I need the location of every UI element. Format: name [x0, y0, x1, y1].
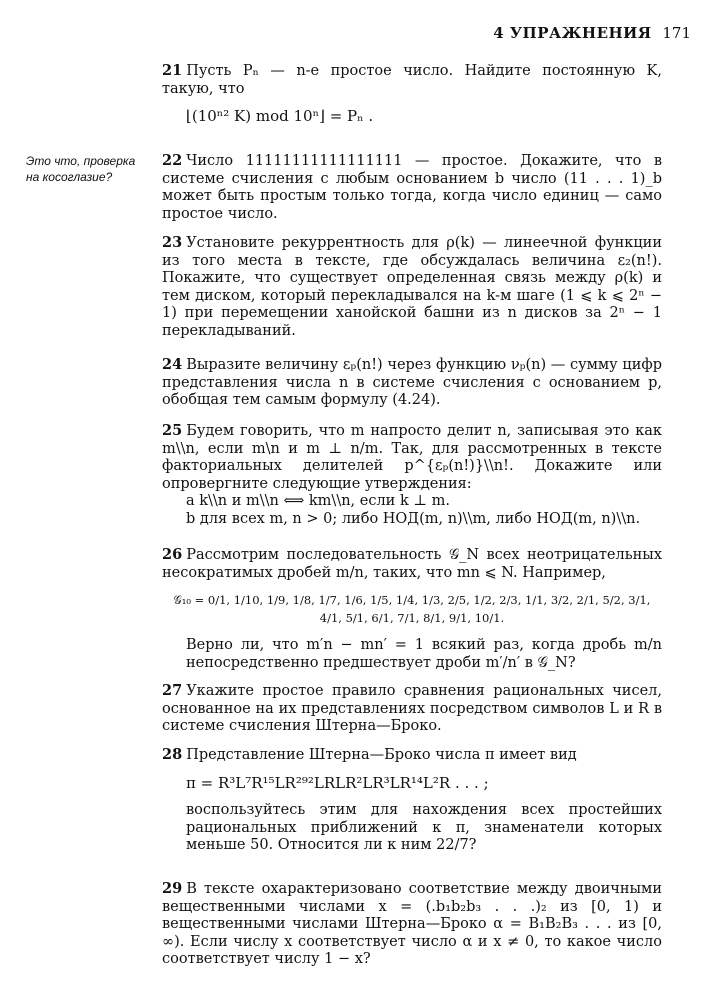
exercise-number: 24	[162, 356, 183, 373]
exercise-28	[162, 746, 662, 855]
exercise-continuation: Верно ли, что m′n − mn′ = 1 всякий раз, когда дробь m/n непосредственно предшествует дроби m′/n′ в 𝒢_N?	[186, 637, 662, 671]
exercise-25	[162, 422, 662, 529]
exercise-29	[162, 880, 662, 969]
exercise-text: Рассмотрим последовательность 𝒢_N всех неотрицательных несократимых дробей m/n, таких, что mn ⩽ N. Например,	[162, 547, 662, 581]
exercise-26	[162, 546, 662, 673]
exercise-text: Установите рекуррентность для ρ(k) — линеечной функции из того места в тексте, где обсуждалась величина ε₂(n!). Покажите, что существует определенная связь между ρ(k) и тем диском, который перекладывался на k-м шаге (1 ⩽ k ⩽ 2ⁿ − 1) при перемещении ханойской башни из n дисков за 2ⁿ − 1 перекладываний.	[162, 235, 662, 339]
item-a: a k\\n и m\\n ⟺ km\\n, если k ⊥ m.	[186, 493, 450, 510]
exercise-27	[162, 682, 662, 736]
page-number: 171	[662, 24, 691, 42]
exercise-text: Будем говорить, что m напросто делит n, записывая это как m\\n, если m\n и m ⊥ n/m. Так, для рассмотренных в тексте факториальных делителей p^{εₚ(n!)}\\n!. Докажите или опровергните следующие утверждения:	[162, 423, 662, 492]
margin-note: Это что, проверка на косоглазие?	[26, 154, 136, 184]
exercise-number: 23	[162, 234, 183, 251]
exercise-number: 26	[162, 546, 183, 563]
exercise-number: 27	[162, 682, 183, 699]
formula: ⌊(10ⁿ² K) mod 10ⁿ⌋ = Pₙ .	[186, 107, 374, 126]
exercise-number: 29	[162, 880, 183, 897]
exercise-number: 21	[162, 62, 183, 79]
exercise-number: 25	[162, 422, 183, 439]
exercise-text: Представление Штерна—Броко числа π имеет вид	[186, 747, 577, 763]
exercise-text: Укажите простое правило сравнения рациональных чисел, основанное на их представлениях посредством символов L и R в системе счисления Штерна—Броко.	[162, 683, 662, 735]
exercise-text: В тексте охарактеризовано соответствие между двоичными вещественными числами x = (.b₁b₂b₃ . . .)₂ из [0, 1) и вещественными числами Штерна—Броко α = B₁B₂B₃ . . . из [0, ∞). Если числу x соответствует число α и x ≠ 0, то какое число соответствует числу 1 − x?	[162, 881, 662, 968]
exercise-text: Выразите величину εₚ(n!) через функцию νₚ(n) — сумму цифр представления числа n в системе счисления с основанием p, обобщая тем самым формулу (4.24).	[162, 357, 662, 409]
exercise-21	[162, 62, 662, 136]
chapter-title: 4 УПРАЖНЕНИЯ	[493, 24, 652, 42]
exercise-23	[162, 234, 662, 341]
exercise-24	[162, 356, 662, 410]
exercise-continuation: воспользуйтесь этим для нахождения всех простейших рациональных приближений к π, знаменатели которых меньше 50. Относится ли к ним 22/7?	[186, 802, 662, 854]
exercise-text: Пусть Pₙ — n-е простое число. Найдите постоянную K, такую, что	[162, 63, 662, 97]
running-header	[493, 24, 691, 42]
exercise-22	[162, 152, 662, 223]
item-b: b для всех m, n > 0; либо НОД(m, n)\\m, либо НОД(m, n)\\n.	[186, 510, 641, 527]
exercise-number: 28	[162, 746, 183, 763]
formula: 𝒢₁₀ = 0/1, 1/10, 1/9, 1/8, 1/7, 1/6, 1/5, 1/4, 1/3, 2/5, 1/2, 2/3, 1/1, 3/2, 2/1, 5/2, 3/1, 4/1, 5/1, 6/1, 7/1, 8/1, 9/1, 10/1.	[173, 593, 651, 625]
formula: π = R³L⁷R¹⁵LR²⁹²LRLR²LR³LR¹⁴L²R . . . ;	[186, 773, 489, 792]
exercise-text: Число 11111111111111111 — простое. Докажите, что в системе счисления с любым основанием b число (11 . . . 1)_b может быть простым только тогда, когда число единиц — само простое число.	[162, 153, 662, 222]
exercise-number: 22	[162, 152, 183, 169]
